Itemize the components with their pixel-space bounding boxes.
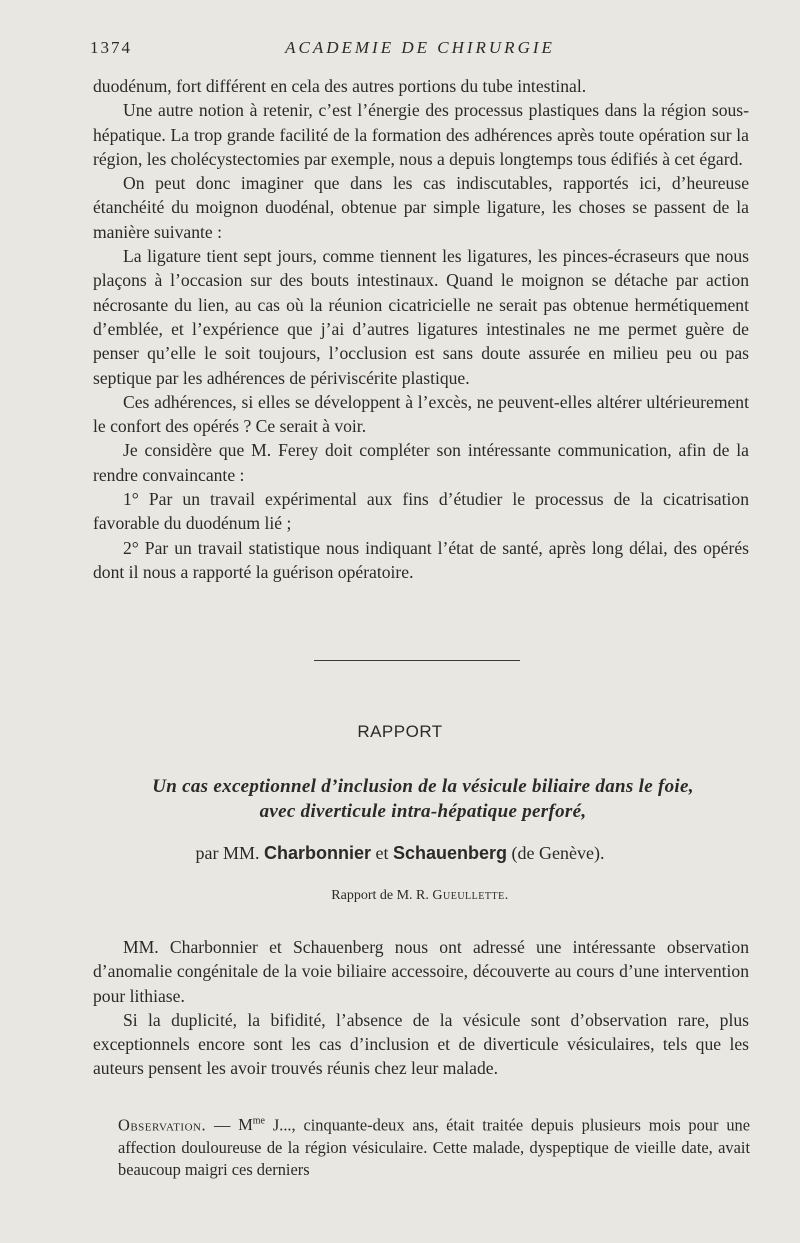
paragraph: Une autre notion à retenir, c’est l’énergie des processus plastiques dans la région sous-hépatique. La trop grande facilité de la formation des adhérences après toute opération sur la région, les cholécystectomies par exemple, nous a depuis longtemps tous édifiés à cet égard. [93,100,749,169]
authors-prefix: par MM. [195,843,260,863]
paragraph: 1° Par un travail expérimental aux fins d’étudier le processus de la cicatrisation favorable du duodénum lié ; [93,489,749,534]
observation-paragraph [118,1111,750,1181]
authors-conjunction: et [375,843,389,863]
paragraph: 2° Par un travail statistique nous indiquant l’état de santé, après long délai, des opérés dont il nous a rapporté la guérison opératoire. [93,537,749,582]
article-title-line: Un cas exceptionnel d’inclusion de la vésicule biliaire dans le foie, [152,776,694,797]
reporter-name: Gueullette. [432,888,509,903]
paragraph: Je considère que M. Ferey doit compléter son intéressante communication, afin de la rendre convaincante : [93,440,749,485]
top-body-text [93,74,749,584]
author-name: Charbonnier [264,843,372,863]
section-divider [314,660,520,661]
bottom-body-text [93,935,749,1081]
observation-text: J..., cinquante-deux ans, était traitée depuis plusieurs mois pour une affection douloureuse de la région vésiculaire. Cette malade, dyspeptique de vieille date, avait beaucoup maigri ces derniers [118,1115,750,1179]
paragraph: duodénum, fort différent en cela des autres portions du tube intestinal. [93,76,587,96]
patient-title [238,1115,265,1134]
authors-affiliation: (de Genève). [511,843,605,863]
paragraph: MM. Charbonnier et Schauenberg nous ont adressé une intéressante observation d’anomalie congénitale de la voie biliaire accessoire, découverte au cours d’une intervention pour lithiase. [93,937,749,1006]
observation-dash: — [213,1115,231,1135]
paragraph: On peut donc imaginer que dans les cas indiscutables, rapportés ici, d’heureuse étanchéité du moignon duodénal, obtenue par simple ligature, les choses se passent de la manière suivante : [93,173,749,242]
paragraph: Si la duplicité, la bifidité, l’absence de la vésicule sont d’observation rare, plus exceptionnels encore sont les cas d’inclusion et de diverticule vésiculaires, tels que les auteurs pensent les avoir trouvés réunis chez leur malade. [93,1009,749,1079]
page-header [90,38,750,62]
article-title-line: avec diverticule intra-hépatique perforé, [259,801,587,822]
patient-title-sup: me [252,1116,265,1127]
page-number: 1374 [90,38,132,57]
reporter-line [0,888,800,904]
article-title [93,774,753,824]
author-name: Schauenberg [393,843,508,863]
observation-lead: Observation. [118,1115,207,1135]
paragraph: La ligature tient sept jours, comme tiennent les ligatures, les pinces-écraseurs que nous plaçons à l’occasion sur des bouts intestinaux. Quand le moignon se détache par action nécrosante du lien, au cas où la réunion cicatricielle ne serait pas obtenue hermétiquement d’emblée, et l’expérience que j’ai d’autres ligatures intestinales ne me permet guère de penser qu’elle le soit toujours, l’occlusion est sans doute assurée en milieu peu ou pas septique par les adhérences de périviscérite plastique. [93,246,749,388]
reporter-prefix: Rapport de M. R. [331,888,429,903]
authors-line [0,843,800,864]
section-heading: RAPPORT [357,722,443,741]
patient-title-prefix: M [238,1115,253,1135]
running-title: ACADEMIE DE CHIRURGIE [285,38,555,57]
paragraph: Ces adhérences, si elles se développent à l’excès, ne peuvent-elles altérer ultérieurement le confort des opérés ? Ce serait à voir. [93,391,749,437]
